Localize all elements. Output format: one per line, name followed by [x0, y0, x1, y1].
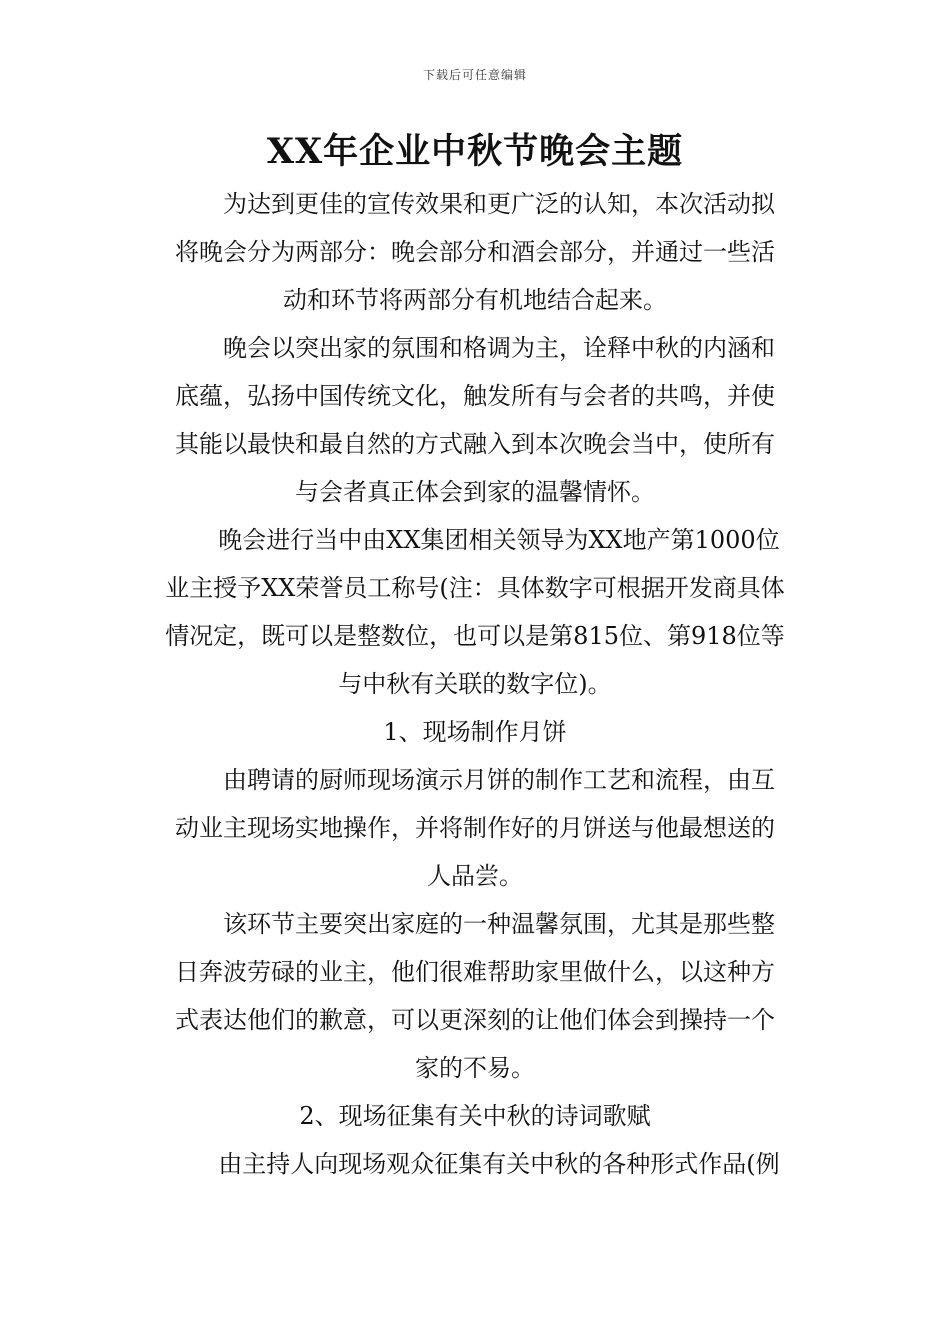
text-line: 由主持人向现场观众征集有关中秋的各种形式作品(例: [218, 1150, 780, 1178]
text-line: 由聘请的厨师现场演示月饼的制作工艺和流程，由互: [223, 766, 775, 794]
text-line: 人品尝。: [427, 862, 523, 890]
paragraph: [140, 516, 810, 708]
text-line: 晚会进行当中由XX集团相关领导为XX地产第1000位: [218, 526, 780, 554]
paragraph: [140, 900, 810, 1092]
text-line: 家的不易。: [415, 1054, 535, 1082]
paragraph: [140, 756, 810, 900]
section-heading: 1、现场制作月饼: [383, 718, 567, 746]
text-line: 该环节主要突出家庭的一种温馨氛围，尤其是那些整: [223, 910, 775, 938]
text-line: 业主授予XX荣誉员工称号(注：具体数字可根据开发商具体: [165, 574, 785, 602]
page-header-note: 下载后可任意编辑: [422, 68, 527, 82]
text-line: 式表达他们的歉意，可以更深刻的让他们体会到操持一个: [175, 1006, 775, 1034]
text-line: 与会者真正体会到家的温馨情怀。: [295, 478, 655, 506]
text-line: 情况定，既可以是整数位，也可以是第815位、第918位等: [165, 622, 785, 650]
section-heading: 2、现场征集有关中秋的诗词歌赋: [299, 1102, 651, 1130]
document-body: [140, 180, 810, 1188]
text-line: 日奔波劳碌的业主，他们很难帮助家里做什么，以这种方: [175, 958, 775, 986]
paragraph: [140, 1140, 810, 1188]
text-line: 其能以最快和最自然的方式融入到本次晚会当中，使所有: [175, 430, 775, 458]
text-line: 为达到更佳的宣传效果和更广泛的认知，本次活动拟: [223, 190, 775, 218]
text-line: 底蕴，弘扬中国传统文化，触发所有与会者的共鸣，并使: [175, 382, 775, 410]
document-title: XX年企业中秋节晚会主题: [266, 131, 684, 172]
text-line: 动业主现场实地操作，并将制作好的月饼送与他最想送的: [175, 814, 775, 842]
text-line: 与中秋有关联的数字位)。: [338, 670, 612, 698]
text-line: 晚会以突出家的氛围和格调为主，诠释中秋的内涵和: [223, 334, 775, 362]
paragraph: [140, 180, 810, 324]
text-line: 将晚会分为两部分：晚会部分和酒会部分，并通过一些活: [175, 238, 775, 266]
text-line: 动和环节将两部分有机地结合起来。: [283, 286, 667, 314]
paragraph: [140, 324, 810, 516]
